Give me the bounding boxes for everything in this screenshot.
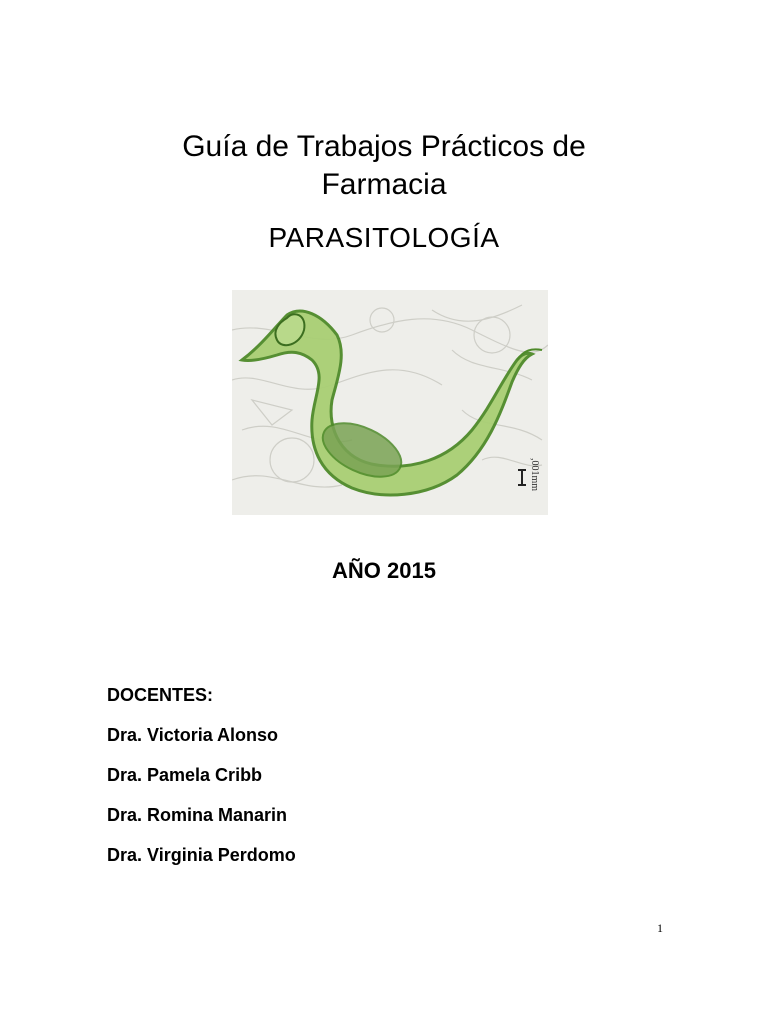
- scale-bar: [518, 470, 526, 485]
- staff-member: Dra. Romina Manarin: [107, 805, 288, 825]
- scale-label: ,001mm: [529, 458, 540, 492]
- title-line-1: Guía de Trabajos Prácticos de: [182, 130, 586, 163]
- staff-member: Dra. Pamela Cribb: [107, 765, 263, 785]
- staff-list: [107, 720, 296, 870]
- document-title: [0, 128, 768, 204]
- cover-illustration: [232, 290, 548, 515]
- staff-heading: DOCENTES:: [107, 685, 214, 705]
- subject-heading: PARASITOLOGÍA: [268, 222, 500, 253]
- title-line-2: Farmacia: [321, 168, 447, 201]
- staff-section: [107, 680, 296, 880]
- page-number: 1: [657, 921, 663, 935]
- staff-member: Dra. Virginia Perdomo: [107, 845, 296, 865]
- parasite-illustration: [232, 290, 548, 515]
- staff-member: Dra. Victoria Alonso: [107, 725, 279, 745]
- year-label: AÑO 2015: [332, 558, 436, 583]
